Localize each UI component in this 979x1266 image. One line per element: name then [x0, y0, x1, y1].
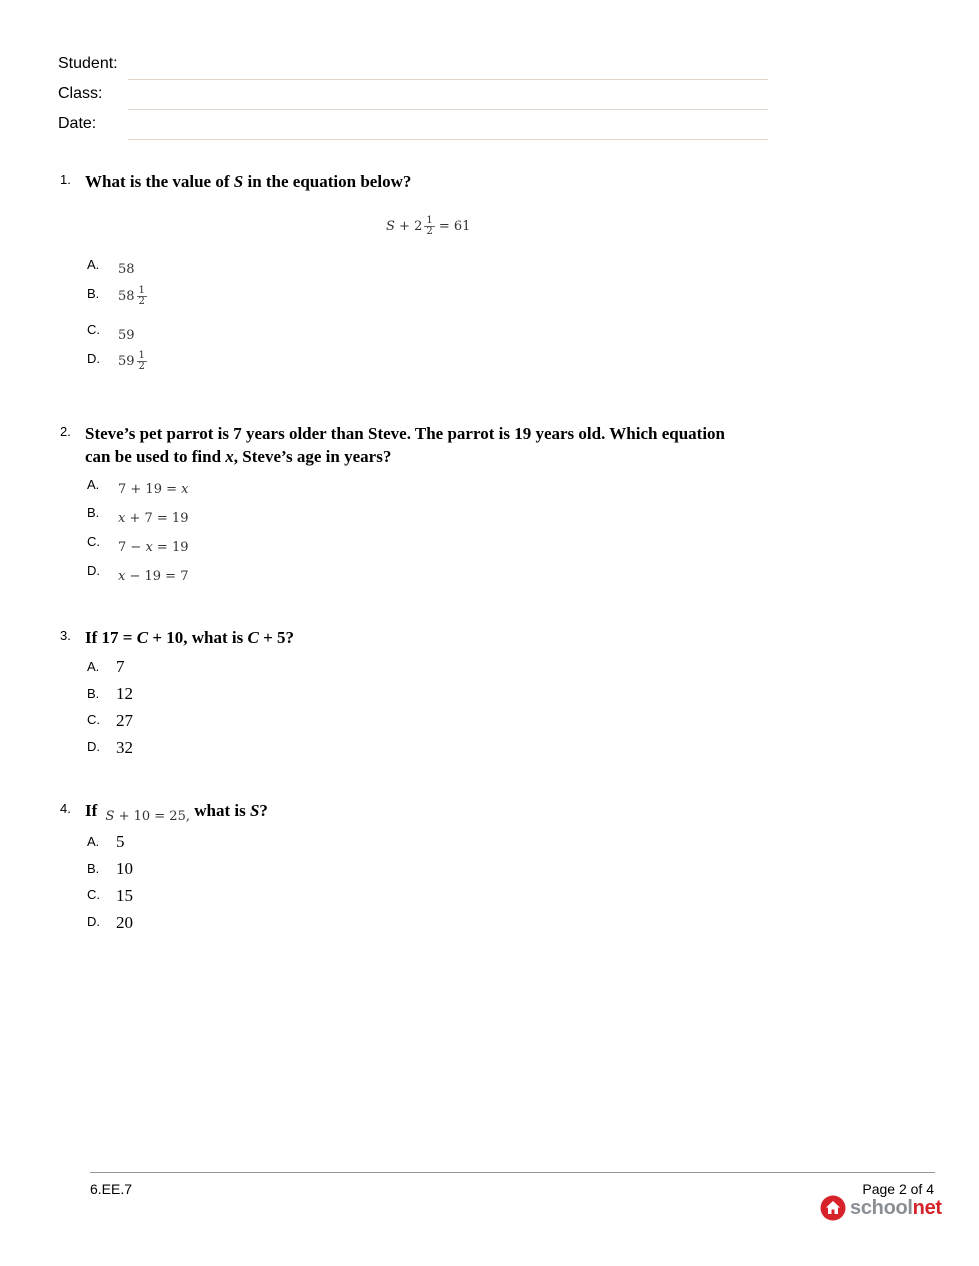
equation: S + 2 $\frac{1}{2}$ = 61 — [386, 215, 471, 237]
standard-code: 6.EE.7 — [90, 1181, 133, 1197]
option-letter: C. — [87, 887, 100, 902]
logo-text-net: net — [912, 1196, 942, 1219]
option-letter: D. — [87, 563, 100, 578]
schoolnet-logo — [820, 1194, 942, 1222]
logo-text-school: school — [850, 1196, 913, 1219]
option-letter: B. — [87, 505, 100, 520]
question-text: Steve’s pet parrot is 7 years older than Steve. The parrot is 19 years old. Which equation can be used to find x, Steve’s age in years? — [85, 424, 726, 466]
answer-option[interactable]: 15 — [116, 886, 133, 905]
question-number: 4. — [60, 801, 71, 816]
answer-option[interactable]: 59 $\frac{1}{2}$ — [118, 350, 145, 372]
answer-option[interactable]: 58 — [118, 262, 135, 277]
option-letter: A. — [87, 257, 100, 272]
option-letter: A. — [87, 659, 100, 674]
option-letter: C. — [87, 712, 100, 727]
class-label: Class: — [58, 85, 103, 102]
answer-option[interactable]: 27 — [116, 711, 133, 730]
question-text: If $_{S + 10 = 25,}$ what is S? — [85, 801, 268, 824]
answer-option[interactable]: 20 — [116, 913, 133, 932]
class-field-line[interactable] — [128, 109, 768, 110]
house-icon — [820, 1195, 846, 1221]
answer-option[interactable]: 7 — [116, 657, 125, 676]
option-letter: D. — [87, 351, 100, 366]
option-letter: D. — [87, 914, 100, 929]
answer-option[interactable]: 5 — [116, 832, 125, 851]
question-text: If 17 = C + 10, what is C + 5? — [85, 628, 295, 647]
answer-option[interactable]: x − 19 = 7 — [118, 569, 189, 584]
option-letter: B. — [87, 686, 100, 701]
question-text: What is the value of S in the equation below? — [85, 172, 412, 191]
option-letter: C. — [87, 534, 100, 549]
answer-option[interactable]: 32 — [116, 738, 133, 757]
option-letter: D. — [87, 739, 100, 754]
answer-option[interactable]: 10 — [116, 859, 133, 878]
question-number: 2. — [60, 424, 71, 439]
option-letter: A. — [87, 834, 100, 849]
answer-option[interactable]: 12 — [116, 684, 133, 703]
question-number: 3. — [60, 628, 71, 643]
footer-divider — [90, 1172, 935, 1173]
page-number: Page 2 of 4 — [862, 1181, 934, 1197]
option-letter: B. — [87, 861, 100, 876]
answer-option[interactable]: 7 − x = 19 — [118, 540, 189, 555]
student-field-line[interactable] — [128, 79, 768, 80]
student-label: Student: — [58, 55, 118, 72]
date-field-line[interactable] — [128, 139, 768, 140]
answer-option[interactable]: 58 $\frac{1}{2}$ — [118, 285, 145, 307]
date-label: Date: — [58, 115, 97, 132]
answer-option[interactable]: x + 7 = 19 — [118, 511, 189, 526]
option-letter: B. — [87, 286, 100, 301]
answer-option[interactable]: 59 — [118, 328, 135, 343]
option-letter: A. — [87, 477, 100, 492]
answer-option[interactable]: 7 + 19 = x — [118, 482, 189, 497]
question-number: 1. — [60, 172, 71, 187]
option-letter: C. — [87, 322, 100, 337]
